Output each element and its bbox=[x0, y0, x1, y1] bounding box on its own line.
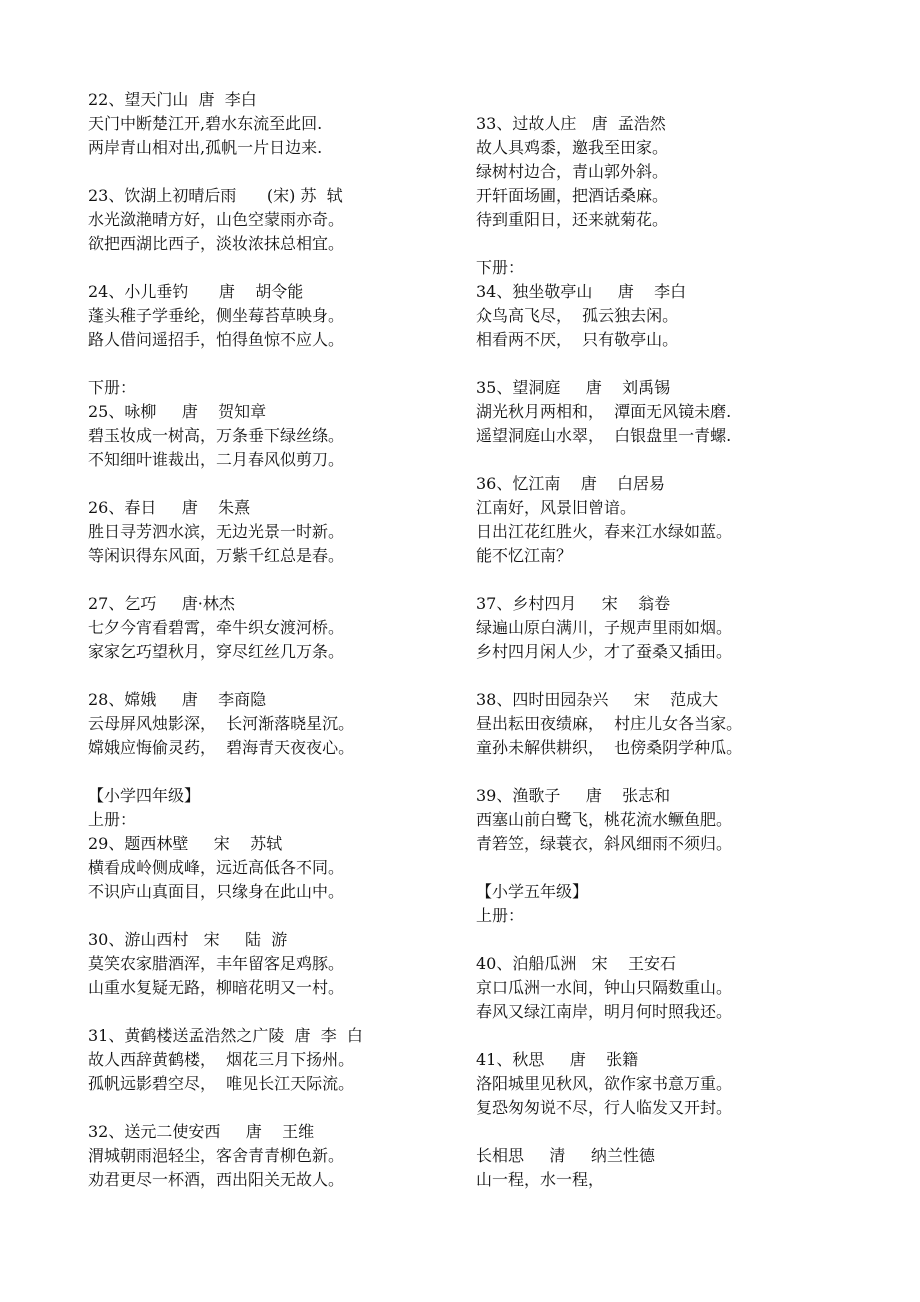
poem-line: 待到重阳日，还来就菊花。 bbox=[476, 210, 669, 229]
poem-line: 欲把西湖比西子，淡妆浓抹总相宜。 bbox=[88, 234, 345, 253]
poem-line: 27、乞巧 唐·林杰 bbox=[88, 594, 235, 613]
poem-line: 28、嫦娥 唐 李商隐 bbox=[88, 690, 267, 709]
poem-line: 劝君更尽一杯酒，西出阳关无故人。 bbox=[88, 1170, 345, 1189]
poem-line: 童孙未解供耕织， 也傍桑阴学种瓜。 bbox=[476, 738, 743, 757]
poem-line: 嫦娥应悔偷灵药， 碧海青天夜夜心。 bbox=[88, 738, 355, 757]
poem-line: 昼出耘田夜绩麻， 村庄儿女各当家。 bbox=[476, 714, 743, 733]
poem-line: 孤帆远影碧空尽， 唯见长江天际流。 bbox=[88, 1074, 355, 1093]
poem-line: 故人西辞黄鹤楼， 烟花三月下扬州。 bbox=[88, 1050, 355, 1069]
poem-line: 不知细叶谁裁出，二月春风似剪刀。 bbox=[88, 450, 345, 469]
poem-line: 26、春日 唐 朱熹 bbox=[88, 498, 251, 517]
poem-line: 渭城朝雨浥轻尘，客舍青青柳色新。 bbox=[88, 1146, 345, 1165]
poem-line: 38、四时田园杂兴 宋 范成大 bbox=[476, 690, 719, 709]
poem-line: 41、秋思 唐 张籍 bbox=[476, 1050, 639, 1069]
poem-line: 云母屏风烛影深， 长河渐落晓星沉。 bbox=[88, 714, 355, 733]
poem-line: 江南好，风景旧曾谙。 bbox=[476, 498, 637, 517]
poem-line: 31、黄鹤楼送孟浩然之广陵 唐 李 白 bbox=[88, 1026, 363, 1045]
poem-line: 等闲识得东风面，万紫千红总是春。 bbox=[88, 546, 345, 565]
poem-line: 开轩面场圃，把酒话桑麻。 bbox=[476, 186, 669, 205]
poem-line: 春风又绿江南岸，明月何时照我还。 bbox=[476, 1002, 733, 1021]
poem-line: 胜日寻芳泗水滨，无边光景一时新。 bbox=[88, 522, 345, 541]
poem-line: 众鸟高飞尽， 孤云独去闲。 bbox=[476, 306, 679, 325]
poem-line: 碧玉妆成一树高，万条垂下绿丝绦。 bbox=[88, 426, 345, 445]
poem-line: 两岸青山相对出,孤帆一片日边来. bbox=[88, 138, 323, 157]
poem-line: 天门中断楚江开,碧水东流至此回. bbox=[88, 114, 323, 133]
poem-line: 山重水复疑无路，柳暗花明又一村。 bbox=[88, 978, 345, 997]
poem-line: 莫笑农家腊酒浑，丰年留客足鸡豚。 bbox=[88, 954, 345, 973]
poem-line: 25、咏柳 唐 贺知章 bbox=[88, 402, 267, 421]
poem-line: 23、饮湖上初晴后雨 (宋) 苏 轼 bbox=[88, 186, 343, 205]
poem-line: 乡村四月闲人少，才了蚕桑又插田。 bbox=[476, 642, 733, 661]
grade-heading: 【小学五年级】 bbox=[476, 882, 589, 901]
grade-heading: 【小学四年级】 bbox=[88, 786, 201, 805]
poem-line: 山一程，水一程， bbox=[476, 1170, 605, 1189]
poem-line: 37、乡村四月 宋 翁卷 bbox=[476, 594, 671, 613]
poem-line: 33、过故人庄 唐 孟浩然 bbox=[476, 114, 666, 133]
section-label: 下册： bbox=[476, 258, 525, 277]
poem-line: 40、泊船瓜洲 宋 王安石 bbox=[476, 954, 676, 973]
poem-line: 绿树村边合，青山郭外斜。 bbox=[476, 162, 669, 181]
poem-line: 32、送元二使安西 唐 王维 bbox=[88, 1122, 315, 1141]
poem-line: 青箬笠，绿蓑衣，斜风细雨不须归。 bbox=[476, 834, 733, 853]
poem-line: 30、游山西村 宋 陆 游 bbox=[88, 930, 288, 949]
poem-line: 水光潋滟晴方好，山色空蒙雨亦奇。 bbox=[88, 210, 345, 229]
poem-line: 洛阳城里见秋风，欲作家书意万重。 bbox=[476, 1074, 733, 1093]
poem-line: 路人借问遥招手，怕得鱼惊不应人。 bbox=[88, 330, 345, 349]
poem-line: 能不忆江南？ bbox=[476, 546, 573, 565]
poem-line: 遥望洞庭山水翠， 白银盘里一青螺. bbox=[476, 426, 732, 445]
poem-line: 24、小儿垂钓 唐 胡令能 bbox=[88, 282, 304, 301]
poem-line: 39、渔歌子 唐 张志和 bbox=[476, 786, 671, 805]
poem-line: 35、望洞庭 唐 刘禹锡 bbox=[476, 378, 671, 397]
poem-line: 西塞山前白鹭飞，桃花流水鳜鱼肥。 bbox=[476, 810, 733, 829]
poem-line: 长相思 清 纳兰性德 bbox=[476, 1146, 655, 1165]
poem-line: 横看成岭侧成峰，远近高低各不同。 bbox=[88, 858, 345, 877]
poem-line: 七夕今宵看碧霄，牵牛织女渡河桥。 bbox=[88, 618, 345, 637]
section-label: 下册： bbox=[88, 378, 137, 397]
poem-line: 复恐匆匆说不尽，行人临发又开封。 bbox=[476, 1098, 733, 1117]
poem-line: 绿遍山原白满川，子规声里雨如烟。 bbox=[476, 618, 733, 637]
section-label: 上册： bbox=[476, 906, 525, 925]
poem-line: 不识庐山真面目，只缘身在此山中。 bbox=[88, 882, 345, 901]
poem-line: 家家乞巧望秋月，穿尽红丝几万条。 bbox=[88, 642, 345, 661]
section-label: 上册： bbox=[88, 810, 137, 829]
poem-line: 蓬头稚子学垂纶，侧坐莓苔草映身。 bbox=[88, 306, 345, 325]
poem-line: 22、望天门山 唐 李白 bbox=[88, 90, 257, 109]
poem-line: 故人具鸡黍，邀我至田家。 bbox=[476, 138, 669, 157]
poem-line: 36、忆江南 唐 白居易 bbox=[476, 474, 666, 493]
poem-line: 湖光秋月两相和， 潭面无风镜未磨. bbox=[476, 402, 732, 421]
poem-line: 日出江花红胜火，春来江水绿如蓝。 bbox=[476, 522, 733, 541]
poem-line: 京口瓜洲一水间，钟山只隔数重山。 bbox=[476, 978, 733, 997]
poem-line: 34、独坐敬亭山 唐 李白 bbox=[476, 282, 687, 301]
poem-line: 相看两不厌， 只有敬亭山。 bbox=[476, 330, 679, 349]
poem-line: 29、题西林壁 宋 苏轼 bbox=[88, 834, 283, 853]
